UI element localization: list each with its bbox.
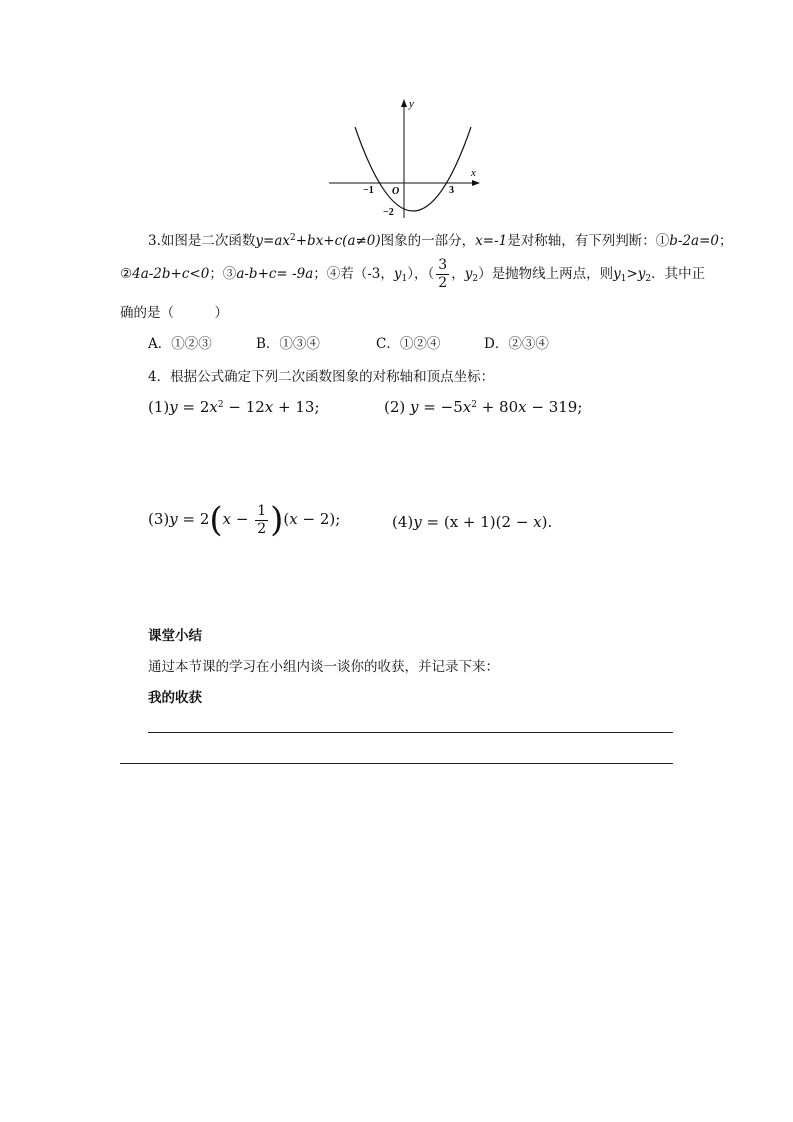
x-axis-arrow <box>472 180 480 186</box>
q4-expr-4: (4)y = (x + 1)(2 − x). <box>392 513 553 531</box>
y-axis-arrow <box>401 99 407 107</box>
q4-expr-2: (2) $y = -5x^2 + 80x - 319$; <box>384 398 583 416</box>
option-b[interactable]: B．①③④ <box>256 336 320 352</box>
y-axis-label: y <box>409 98 414 110</box>
parabola-curve <box>355 127 471 211</box>
summary-heading: 课堂小结 <box>148 628 202 644</box>
q3-line-3: 确的是（ ） <box>120 305 228 321</box>
option-c[interactable]: C．①②④ <box>376 336 441 352</box>
tick-label-neg2: −2 <box>383 207 394 218</box>
fraction-one-half: $\frac{1}{2}$ <box>257 502 267 537</box>
q4-expr-3: (3)y = 2(x − $\frac{1}{2}$ )(x − 2); <box>148 500 341 540</box>
gains-heading: 我的收获 <box>148 690 202 706</box>
x-axis-label: x <box>471 167 476 179</box>
answer-line-1[interactable] <box>148 732 673 733</box>
origin-label: O <box>392 186 400 197</box>
option-a[interactable]: A．①②③ <box>148 336 212 352</box>
summary-prompt: 通过本节课的学习在小组内谈一谈你的收获，并记录下来： <box>148 659 499 675</box>
option-d[interactable]: D．②③④ <box>484 336 549 352</box>
parabola-graph <box>325 95 485 220</box>
q4-title: 4．根据公式确定下列二次函数图象的对称轴和顶点坐标： <box>148 369 495 385</box>
q3-options <box>148 332 549 352</box>
q4-expr-1: $(1)y = 2x^2 - 12x + 13$; <box>148 398 320 416</box>
fraction-three-halves: $\frac{3}{2}$ <box>438 257 448 291</box>
answer-line-2[interactable] <box>120 763 673 764</box>
q3-line-2: ②4a-2b+c<0；③a-b+c= -9a；④若（-3，$y_1$），（ $\frac{3}{2}$ ，$y_2$）是抛物线上两点，则$y_1>y_2$．其中正 <box>120 257 706 291</box>
tick-label-3: 3 <box>449 185 454 196</box>
tick-label-neg1: −1 <box>363 185 374 196</box>
q3-line-1: 3.如图是二次函数$y=ax^2+bx+c(a\ne 0)$图象的一部分，x=-1是对称轴，有下列判断：①b-2a=0； <box>148 233 733 249</box>
